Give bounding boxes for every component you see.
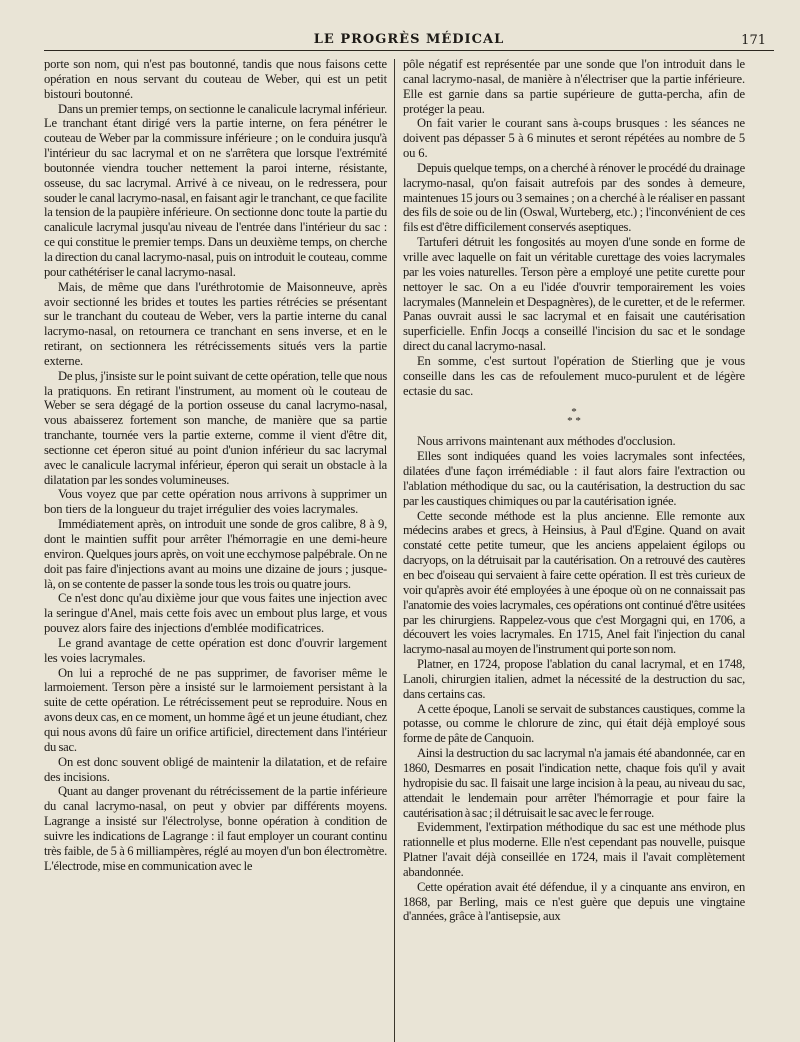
left-column xyxy=(44,57,394,1042)
two-column-body xyxy=(44,57,774,1042)
paragraph: On fait varier le courant sans à-coups brusques : les séances ne doivent pas dépasser 5 à 6 minutes et seront répétées au nombre de 5 ou 6. xyxy=(403,116,745,161)
paragraph: Evidemment, l'extirpation méthodique du sac est une méthode plus rationnelle et plus moderne. Elle n'est cependant pas nouvelle, puisque Platner l'avait déjà conseillée en 1724, mais il l'avait complètement abandonnée. xyxy=(403,820,745,879)
paragraph: Ainsi la destruction du sac lacrymal n'a jamais été abandonnée, car en 1860, Desmarres en posait l'indication nette, chaque fois qu'il y avait hydropisie du sac. Il faisait une large incision à la peau, au niveau du sac, attendait le lendemain pour arrêter l'hémorragie et pour faire la cautérisation à sac ; il détruisait le sac avec le fer rouge. xyxy=(403,746,745,820)
separator-stars-bottom: * * xyxy=(567,415,581,428)
paragraph: Dans un premier temps, on sectionne le canalicule lacrymal inférieur. Le tranchant étant dirigé vers la partie interne, on fera pénétrer le couteau de Weber par la commissure inférieure ; on le conduira jusqu'à l'intérieur du sac lacrymal et on ne s'arrêtera que lorsque l'extrémité boutonnée viendra toucher nettement la paroi interne, résistante, osseuse, du sac lacrymal. Arrivé à ce niveau, on le redressera, pour souder le canal lacrymo-nasal, en faisant agir le tranchant, ce que facilite la tension de la paupière inférieure. On sectionne donc toute la partie du canalicule lacrymal jusqu'au niveau de l'entrée dans l'intérieur du sac : ce qui constitue le premier temps. Dans un deuxième temps, on cherche la direction du canal lacrymo-nasal, puis on introduit le couteau, comme pour cathétériser le canal lacrymo-nasal. xyxy=(44,101,387,279)
journal-title: LE PROGRÈS MÉDICAL xyxy=(313,32,505,47)
paragraph: On est donc souvent obligé de maintenir la dilatation, et de refaire des incisions. xyxy=(44,754,387,784)
paragraph: Ce n'est donc qu'au dixième jour que vous faites une injection avec la seringue d'Anel, mais cette fois avec un embout plus large, et vous pouvez alors faire des injections d'emblée modificatrices. xyxy=(44,591,387,636)
paragraph: Cette seconde méthode est la plus ancienne. Elle remonte aux médecins arabes et grecs, à Heinsius, à Paul d'Egine. Quand on avait constaté cette petite tumeur, que les anciens appelaient égilops ou dacryops, on la détruisait par la cautérisation. On a retrouvé des cautères en bec d'oiseau qui servaient à faire cette opération. Il est très curieux de voir qu'après avoir été employées à une époque où on ne connaissait pas l'anatomie des voies lacrymales, ces opérations ont continué d'être usitées par les chirurgiens. Rappelez-vous que c'est Morgagni qui, en 1706, a découvert les voies lacrymales. En 1715, Anel fait l'injection du canal lacrymo-nasal au moyen de l'instrument qui porte son nom. xyxy=(403,508,745,657)
paragraph: A cette époque, Lanoli se servait de substances caustiques, comme la potasse, ou comme le chlorure de zinc, qui était déjà employé sous forme de pâte de Canquoin. xyxy=(403,701,745,746)
paragraph: On lui a reproché de ne pas supprimer, de favoriser même le larmoiement. Terson père a insisté sur le larmoiement persistant à la suite de cette opération. Le rétrécissement peut se reproduire. Nous en avons deux cas, en ce moment, un homme âgé et un jeune étudiant, chez qui nous avons dû faire un orifice artificiel, directement dans l'intérieur du sac. xyxy=(44,665,387,754)
page-number: 171 xyxy=(741,33,766,48)
paragraph: Mais, de même que dans l'uréthrotomie de Maisonneuve, après avoir sectionné les brides et toutes les parties rétrécies se présentant sur le tranchant du couteau de Weber, vers la partie interne du canal lacrymo-nasal, on retournera ce tranchant en sens inverse, et en le retirant, on sectionnera les rétrécissements situés vers la partie externe. xyxy=(44,279,387,368)
paragraph: pôle négatif est représentée par une sonde que l'on introduit dans le canal lacrymo-nasal, de manière à n'électriser que la partie inférieure. Elle est garnie dans sa partie supérieure de gutta-percha, afin de protéger la peau. xyxy=(403,57,745,116)
paragraph: porte son nom, qui n'est pas boutonné, tandis que nous faisons cette opération en nous servant du couteau de Weber, qui est un petit bistouri boutonné. xyxy=(44,57,387,101)
paragraph: Cette opération avait été défendue, il y a cinquante ans environ, en 1868, par Berling, mais ce n'est guère que depuis une vingtaine d'années, grâce à l'antisepsie, aux xyxy=(403,879,745,924)
page-header xyxy=(44,30,774,51)
paragraph: Le grand avantage de cette opération est donc d'ouvrir largement les voies lacrymales. xyxy=(44,635,387,665)
separator-star-top: * xyxy=(571,406,577,419)
paragraph: Vous voyez que par cette opération nous arrivons à supprimer un bon tiers de la longueur du trajet irrégulier des voies lacrymales. xyxy=(44,487,387,517)
right-column xyxy=(395,57,745,1042)
paragraph: Quant au danger provenant du rétrécissement de la partie inférieure du canal lacrymo-nasal, on peut y obvier par différents moyens. Lagrange a insisté sur l'électrolyse, bonne opération à condition de suivre les indications de Lagrange : il faut employer un courant continu très faible, de 5 à 6 milliampères, réglé au moyen d'un bon électromètre. L'électrode, mise en communication avec le xyxy=(44,784,387,873)
paragraph: Nous arrivons maintenant aux méthodes d'occlusion. xyxy=(417,434,676,449)
paragraph: Immédiatement après, on introduit une sonde de gros calibre, 8 à 9, dont le maintien suffit pour arrêter l'hémorragie en une demi-heure environ. Quelques jours après, on voit une ecchymose palpébrale. On ne doit pas faire d'injections avant au moins une dizaine de jours ; jusque-là, on se contente de passer la sonde tous les trois ou quatre jours. xyxy=(44,517,387,591)
paragraph: De plus, j'insiste sur le point suivant de cette opération, telle que nous la pratiquons. En retirant l'instrument, au moment où le couteau de Weber se sera dégagé de la portion osseuse du canal lacrymo-nasal, vous abaisserez fortement son manche, de manière que sa partie tranchante, tournée vers la partie externe, comme il vient d'être dit, sectionne cet éperon situé au point d'union inférieur du sac lacrymal avec le canalicule lacrymal inférieur, éperon qui serait un obstacle à la dilatation par les sondes volumineuses. xyxy=(44,368,387,487)
paragraph: Tartuferi détruit les fongosités au moyen d'une sonde en forme de vrille avec laquelle on fait un véritable curettage des voies lacrymales par les voies naturelles. Terson père a employé une petite curette pour nettoyer le sac. On a eu l'idée d'ouvrir temporairement les voies lacrymales (Mannelein et Despagnères), de le curetter, et de le refermer. Panas ouvrait aussi le sac lacrymal et en faisait une cautérisation superficielle. Enfin Jocqs a conseillé l'incision du sac et le sondage direct du canal lacrymo-nasal. xyxy=(403,235,745,354)
paragraph: Elles sont indiquées quand les voies lacrymales sont infectées, dilatées d'une façon irrémédiable : il faut alors faire l'extraction ou l'ablation méthodique du sac, ou la cautérisation, la destruction du sac par les caustiques chimiques ou par la cautérisation ignée. xyxy=(403,449,745,508)
paragraph: Depuis quelque temps, on a cherché à rénover le procédé du drainage lacrymo-nasal, qu'on faisait autrefois par des sondes à demeure, maintenues 15 jours ou 3 semaines ; on a cherché à le réaliser en passant des fils de soie ou de lin (Oswal, Wurteberg, etc.) ; l'inconvénient de ces fils est d'être difficilement conservés aseptiques. xyxy=(403,160,745,235)
paragraph: Platner, en 1724, propose l'ablation du canal lacrymal, et en 1748, Lanoli, chirurgien italien, admet la nécessité de la destruction du sac, dans certains cas. xyxy=(403,657,745,701)
paragraph: En somme, c'est surtout l'opération de Stierling que je vous conseille dans les cas de refoulement muco-purulent et de légère ectasie du sac. xyxy=(403,353,745,398)
section-separator xyxy=(403,408,745,426)
